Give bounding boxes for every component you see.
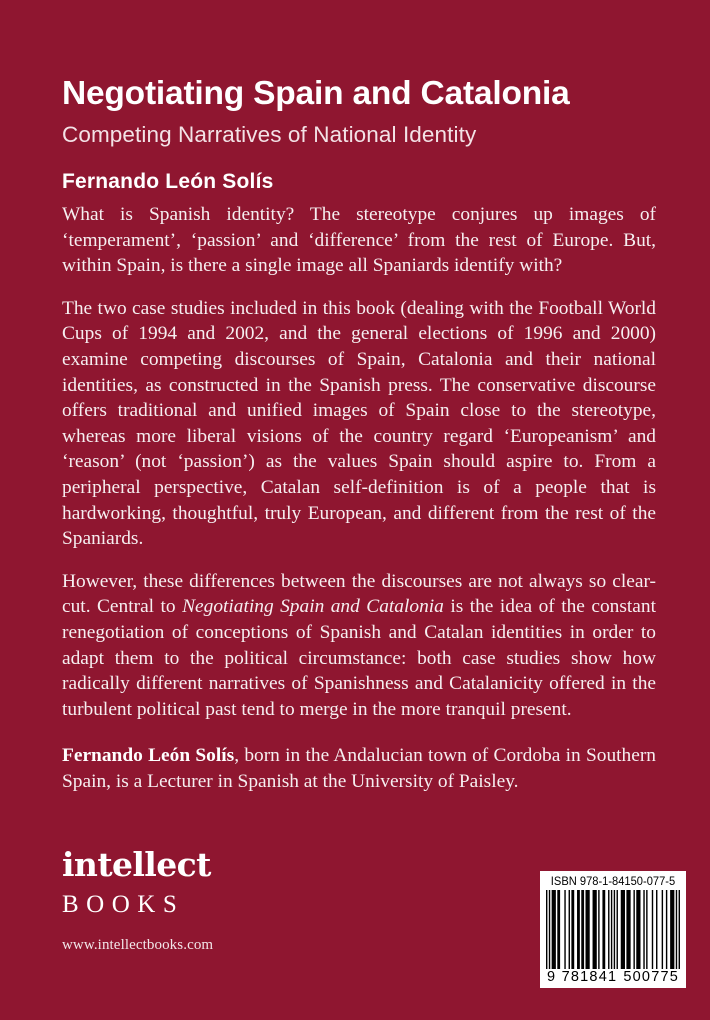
blurb-paragraph-1: What is Spanish identity? The stereotype conjures up images of ‘temperament’, ‘passion’ and ‘difference’ from the rest of Europe. But, within Spain, is there a single image all Spaniards identify with?: [62, 204, 656, 277]
publisher-url: www.intellectbooks.com: [62, 937, 214, 953]
barcode-bars-icon: [546, 890, 680, 969]
page-title: Negotiating Spain and Catalonia: [62, 75, 570, 112]
barcode-digit-lead: 9: [547, 969, 556, 985]
blurb-body: [62, 202, 656, 794]
barcode-digits: [546, 970, 680, 985]
author-bio-text: , born in the Andalucian town of Cordoba in Southern Spain, is a Lecturer in Spanish at the University of Paisley.: [62, 745, 656, 792]
book-author: Fernando León Solís: [62, 170, 274, 194]
masthead: [62, 76, 658, 194]
barcode-digit-group-1: 781841: [561, 969, 618, 985]
publisher-kind: BOOKS: [62, 891, 185, 918]
blurb-paragraph-3: [62, 569, 656, 723]
publisher-name: intellect: [62, 845, 211, 884]
referenced-book-title: Negotiating Spain and Catalonia: [182, 596, 444, 618]
book-subtitle: Competing Narratives of National Identity: [62, 122, 477, 148]
isbn-barcode: [540, 871, 686, 988]
author-bio: [62, 743, 656, 794]
isbn-label: ISBN 978-1-84150-077-5: [550, 875, 676, 888]
blurb-paragraph-2: The two case studies included in this book (dealing with the Football World Cups of 1994 and 2002, and the general elections of 1996 and 2000) examine competing discourses of Spain, Catalonia and their national identities, as constructed in the Spanish press. The conservative discourse offers traditional and unified images of Spain close to the stereotype, whereas more liberal visions of the country regard ‘Europeanism’ and ‘reason’ (not ‘passion’) as the values Spain should aspire to. From a peripheral perspective, Catalan self-definition is of a people that is hardworking, thoughtful, truly European, and different from the rest of the Spaniards.: [62, 297, 656, 550]
blurb-paragraph-3-tail: is the idea of the constant renegotiation of conceptions of Spanish and Catalan identities in order to adapt them to the political circumstance: both case studies show how radically different narratives of Spanishness and Catalanicity offered in the turbulent political past tend to merge in the more tranquil present.: [62, 596, 656, 720]
publisher-logo: [62, 845, 214, 953]
blurb-paragraph-3-lead: However, these differences between the discourses are not always so clear-cut. Central to: [62, 570, 656, 618]
barcode-digit-group-2: 500775: [623, 969, 679, 985]
author-bio-name: Fernando León Solís: [62, 745, 235, 767]
